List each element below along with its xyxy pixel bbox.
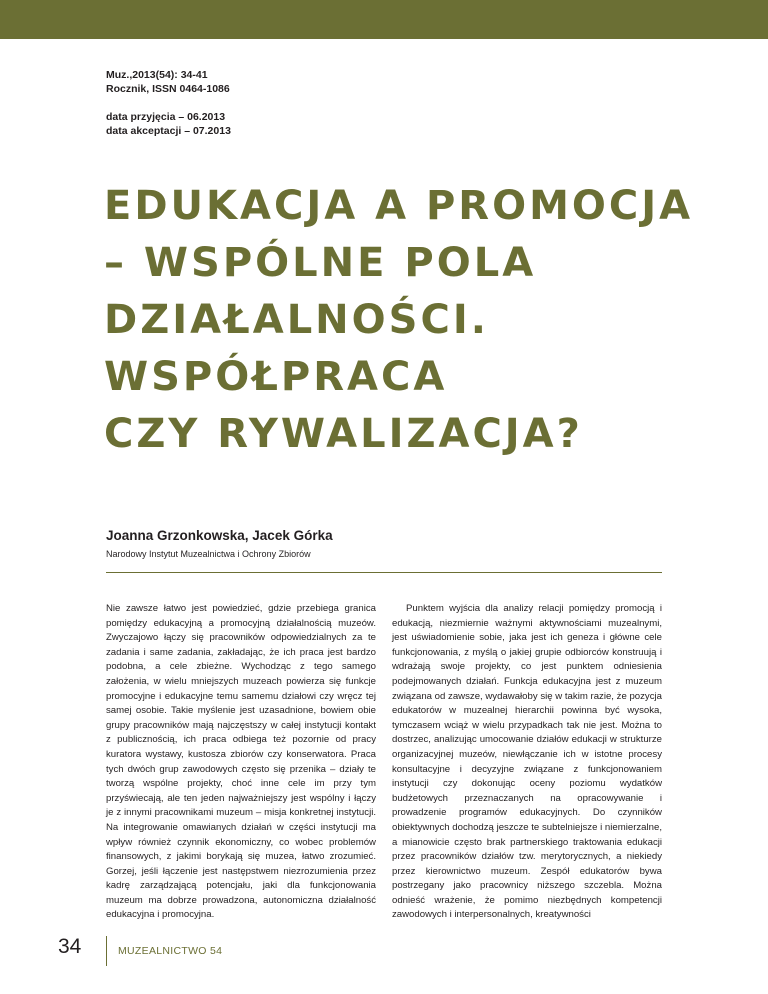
affiliation: Narodowy Instytut Muzealnictwa i Ochrony Zbiorów bbox=[106, 549, 311, 559]
authors: Joanna Grzonkowska, Jacek Górka bbox=[106, 528, 333, 543]
title-line: WSPÓŁPRACA bbox=[104, 354, 448, 400]
footer-divider bbox=[106, 936, 107, 966]
dates-block bbox=[106, 110, 231, 138]
accepted-date: data akceptacji – 07.2013 bbox=[106, 125, 231, 137]
paragraph: Nie zawsze łatwo jest powiedzieć, gdzie przebiega granica pomiędzy edukacyjną a promocyjną działalnością muzeów. Zwyczajowo łączy się pracowników odpowiedzialnych za te zadania i same zadania, zakładając, że ich praca jest bardzo podobna, a cele zbieżne. Wychodząc z tego samego założenia, w wielu mniejszych muzeach powierza się funkcje promocyjne i edukacyjne temu samemu działowi czy wręcz tej samej osobie. Takie myślenie jest uzasadnione, bowiem obie grupy pracowników mają najczęstszy w całej instytucji kontakt z publicznością, ich praca odbiega też pozornie od pracy kuratora wystawy, kustosza zbiorów czy konserwatora. Praca tych dwóch grup zawodowych często się przenika – działy te tworzą wspólne projekty, choć inne cele im przy tym przyświecają, ale ten jeden najważniejszy jest wspólny i łączy je z innymi pracownikami muzeum – misja konkretnej instytucji. Na integrowanie omawianych działań w części instytucji ma wpływ również czynnik ekonomiczny, co wobec problemów finansowych, z jakimi borykają się muzea, łatwo zrozumieć. Gorzej, jeśli łączenie jest następstwem niezrozumienia przez kadrę zarządzającą potencjału, jaki dla funkcjonowania muzeum ma dobrze prowadzona, autonomiczna działalność edukacyjna i promocyjna. bbox=[106, 603, 376, 921]
article-title bbox=[104, 178, 724, 463]
journal-name: MUZEALNICTWO 54 bbox=[118, 945, 223, 957]
body-column-left bbox=[106, 602, 376, 923]
title-line: DZIAŁALNOŚCI. bbox=[104, 297, 489, 343]
paragraph: Punktem wyjścia dla analizy relacji pomiędzy promocją i edukacją, niezmiernie ważnymi aktywnościami muzealnymi, jest uświadomienie sobie, jaka jest ich geneza i główne cele funkcjonowania, z myślą o jakiej grupie odbiorców konstruują i wdrażają swoje projekty, co jest punktem odniesienia podejmowanych działań. Funkcja edukacyjna jest z muzeum związana od zawsze, wydawałoby się w takim razie, że pozycja edukatorów w muzealnej hierarchii powinna być wysoka, tymczasem wciąż w wielu przypadkach tak nie jest. Można to dostrzec, analizując umocowanie działów edukacji w strukturze organizacyjnej muzeów, niewłączanie ich w istotne procesy konsultacyjne i decyzyjne związane z funkcjonowaniem instytucji czy dokonując oceny poziomu wydatków budżetowych przeznaczanych na opracowywanie i prowadzenie programów edukacyjnych. Do czynników obiektywnych dochodzą jeszcze te subtelniejsze i niemierzalne, a mianowicie często brak partnerskiego traktowania edukacji przez pracowników działów tzw. merytorycznych, a niekiedy przez kierownictwo muzeum. Zespół edukatorów bywa postrzegany jako pracownicy niższego szczebla. Można odnieść wrażenie, że pomimo niezbędnych kompetencji zawodowych i interpersonalnych, kreatywności bbox=[392, 603, 662, 921]
top-color-band bbox=[0, 0, 768, 39]
body-column-right bbox=[392, 602, 662, 923]
page-number: 34 bbox=[58, 935, 82, 958]
title-line: EDUKACJA A PROMOCJA bbox=[104, 183, 694, 229]
title-line: CZY RYWALIZACJA? bbox=[104, 411, 583, 457]
citation-block bbox=[106, 68, 230, 96]
received-date: data przyjęcia – 06.2013 bbox=[106, 111, 226, 123]
citation: Muz.,2013(54): 34-41 bbox=[106, 69, 208, 81]
title-line: – WSPÓLNE POLA bbox=[104, 240, 537, 286]
divider bbox=[106, 572, 662, 573]
issn: Rocznik, ISSN 0464-1086 bbox=[106, 83, 230, 95]
